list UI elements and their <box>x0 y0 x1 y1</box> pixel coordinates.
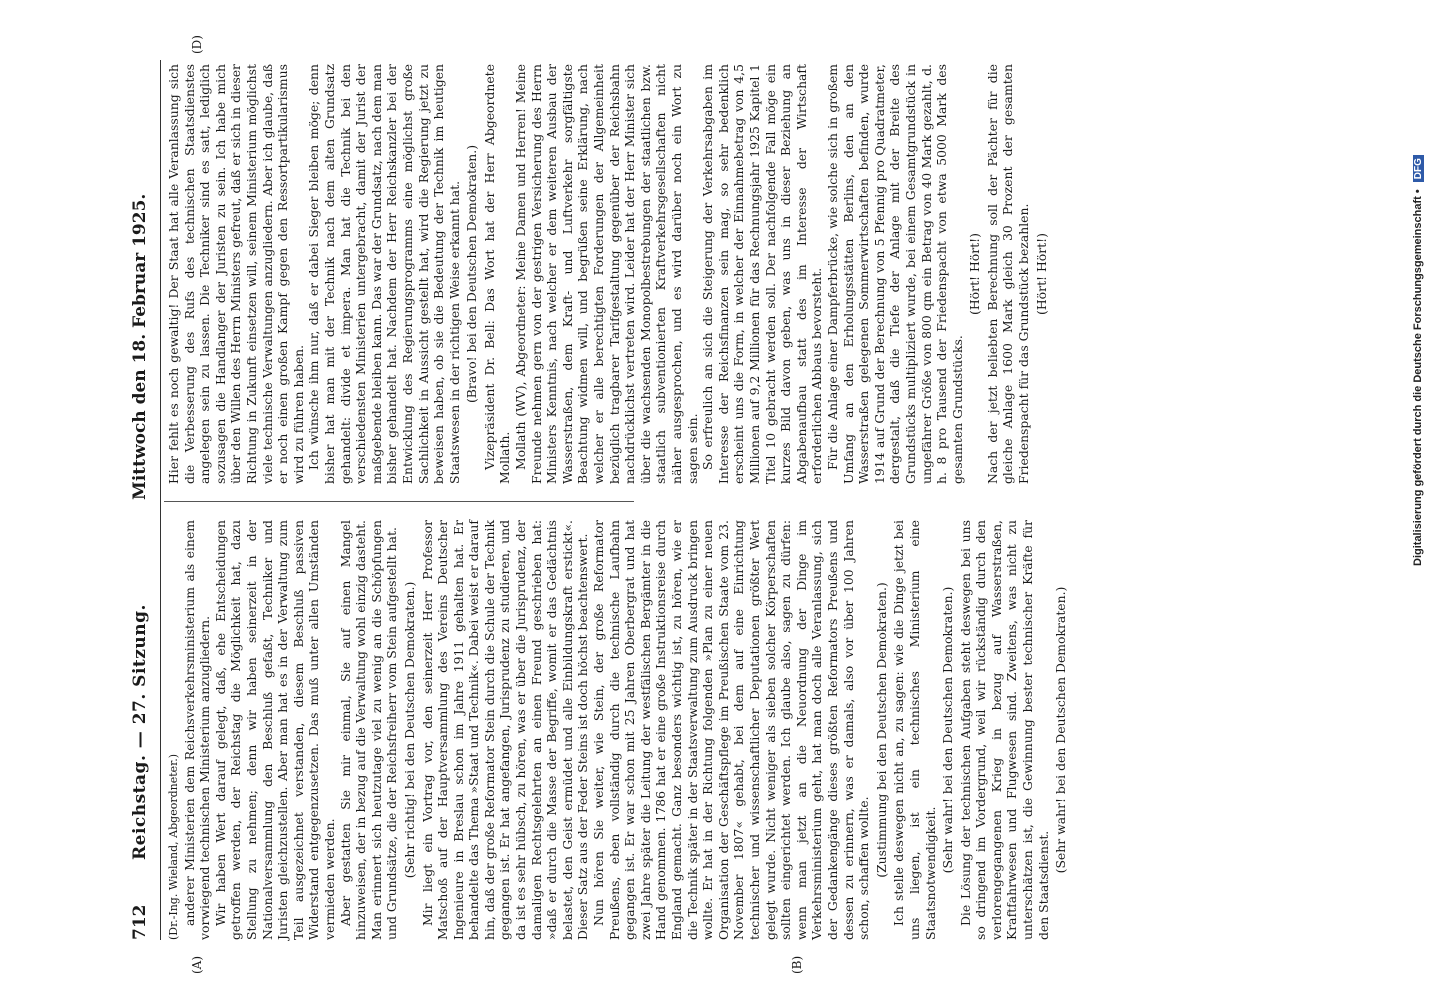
interjection: (Zustimmung bei den Deutschen Demokraten.) <box>873 582 889 878</box>
page-content <box>130 35 1350 974</box>
header-rule <box>160 60 161 940</box>
paragraph: Die Lösung der technischen Aufgaben steht deswegen bei uns so dringend im Vordergrund, weil wir rückständig durch den verlorengegangenen Krieg in bezug auf Wasserstraßen, Kraftfahrwesen und Flugwesen sind. Zweitens, was nicht zu unterschätzen ist, die Gewinnung bester technischer Kräfte für den Staatsdienst. <box>957 520 1051 940</box>
paragraph: Nach der jetzt beliebten Berechnung soll der Pächter für die gleiche Anlage 1600 Mark gleich 30 Prozent der gesamten Friedenspacht für das Grundstück bezahlen. <box>984 64 1032 484</box>
dfg-sidebar <box>1408 8 1434 568</box>
interjection: (Hört! Hört!) <box>967 233 983 315</box>
rotated-scan-page <box>60 0 1400 1000</box>
session-date: Mittwoch den 18. Februar 1925. <box>130 193 150 500</box>
speaker-line: (Dr.-Ing. Wieland, Abgeordneter.) <box>167 754 180 940</box>
paragraph: So erfreulich an sich die Steigerung der Verkehrsabgaben im Interesse der Reichsfinanzen sein mag, so sehr bedenklich erscheint uns die Form, in welcher der Einnahmebetrag von 4,5 Millionen auf 9,2 Millionen für das Rechnungsjahr 1925 Kapitel 1 Titel 10 gebracht werden soll. Der nachfolgende Fall möge ein kurzes Bild davon geben, was uns in dieser Beziehung an Abgabenaufbau statt des im Interesse der Wirtschaft erforderlichen Abbaus bevorsteht. <box>700 64 825 484</box>
interjection: (Sehr wahr! bei den Deutschen Demokraten.) <box>1053 586 1069 874</box>
paragraph: Mir liegt ein Vortrag vor, den seinerzeit Herr Professor Matschoß auf der Hauptversammlung des Vereins Deutscher Ingenieure in Breslau schon im Jahre 1911 gehalten hat. Er behandelte das Thema »Staat und Technik«. Dabei weist er darauf hin, daß der große Reformator Stein durch die Schule der Technik gegangen ist. Er hat angefangen, Jurisprudenz zu studieren, und da ist es sehr hübsch, zu hören, was er über die Jurisprudenz, der damaligen Rechtsgelehrten an einen Freund geschrieben hat: »daß er durch die Masse der Begriffe, womit er das Gedächtnis belastet, den Geist ermüdet und alle Einbildungskraft erstickt«. Dieser Satz aus der Feder Steins ist doch höchst beachtenswert. <box>419 520 591 940</box>
dfg-credit-text: Digitalisierung gefördert durch die Deutsche Forschungsgemeinschaft • <box>1412 189 1424 566</box>
paragraph: Ich wünsche ihm nur, daß er dabei Sieger bleiben möge; denn bisher hat man mit der Technik nach dem alten Grundsatz gehandelt: divide et impera. Man hat die Technik bei den verschiedensten Ministerien untergebracht, damit der Jurist der maßgebende bleiben kann. Das war der Grundsatz, nach dem man bisher gehandelt hat. Nachdem der Herr Reichskanzler bei der Entwicklung des Regierungsprogramms eine möglichst große Sachlichkeit in Aussicht gestellt hat, wird die Regierung jetzt zu beweisen haben, ob sie die Bedeutung der Technik im heutigen Staatswesen in der richtigen Weise erkannt hat. <box>306 64 462 484</box>
interjection: (Sehr wahr! bei den Deutschen Demokraten.) <box>940 586 956 874</box>
dfg-logo: DFG <box>1413 155 1424 182</box>
interjection: (Hört! Hört!) <box>1033 233 1049 315</box>
paragraph: Für die Anlage einer Dampferbrücke, wie solche sich in großem Umfang an den Erholungsstätten Berlins, den an den Wasserstraßen gelegenen Sommerwirtschaften befinden, wurde 1914 auf Grund der Berechnung von 5 Pfennig pro Quadratmeter, dergestalt, daß die Tiefe der Anlage mit der Breite des Grundstücks multipliziert wurde, bei einem Gesamtgrundstück in ungefährer Größe von 800 qm ein Betrag von 40 Mark gezahlt, d. h. 8 pro Tausend der Friedenspacht von etwa 5000 Mark des gesamten Grundstücks. <box>824 64 965 484</box>
paragraph: Wir haben Wert darauf gelegt, daß, ehe Entscheidungen getroffen werden, der Reichstag die Möglichkeit hat, dazu Stellung zu nehmen; denn wir haben seinerzeit in der Nationalversammlung den Beschluß gefaßt, Techniker und Juristen gleichzustellen. Aber man hat es in der Verwaltung zum Teil ausgezeichnet verstanden, diesem Beschluß passiven Widerstand entgegenzusetzen. Das muß unter allen Umständen vermieden werden. <box>212 520 337 940</box>
paragraph: Aber gestatten Sie mir einmal, Sie auf einen Mangel hinzuweisen, der in bezug auf die Verwaltung wohl einzig dasteht. Man erinnert sich heutzutage viel zu wenig an die Schöpfungen und Grundsätze, die der Reichsfreiherr vom Stein aufgestellt hat. <box>337 520 400 940</box>
page-number: 712 <box>130 904 150 940</box>
interjection: (Bravo! bei den Deutschen Demokraten.) <box>464 144 480 404</box>
column-divider <box>164 501 634 502</box>
margin-mark-b: (B) <box>790 955 804 974</box>
page-header <box>130 60 158 940</box>
interjection: (Sehr richtig! bei den Deutschen Demokraten.) <box>401 581 417 879</box>
paragraph: Nun hören Sie weiter, wie Stein, der große Reformator Preußens, eben vollständig durch die technische Laufbahn gegangen ist. Er war schon mit 25 Jahren Oberbergrat und hat zwei Jahre später die Leitung der westfälischen Bergämter in die Hand genommen. 1786 hat er eine große Instruktionsreise durch England gemacht. Ganz besonders wichtig ist, zu hören, wie er die Technik später in der Staatsverwaltung zum Ausdruck bringen wollte. Er hat in der Richtung folgenden »Plan zu einer neuen Organisation der Geschäftspflege im Preußischen Staate vom 23. November 1807« gehabt, bei dem auf eine Einrichtung technischer und wissenschaftlicher Deputationen größter Wert gelegt wurde. Nicht weniger als sieben solcher Körperschaften sollten eingerichtet werden. Ich glaube also, sagen zu dürfen: wenn man jetzt an die Neuordnung der Dinge im Verkehrsministerium geht, hat man doch alle Veranlassung, sich der Gedankengänge dieses größten Reformators Preußens und dessen zu erinnern, was er damals, also vor über 100 Jahren schon, schaffen wollte. <box>591 520 872 940</box>
paragraph: Hier fehlt es noch gewaltig! Der Staat hat alle Veranlassung sich die Verbesserung des Rufs des technischen Staatsdienstes angelegen sein zu lassen. Die Techniker sind es satt, lediglich sozusagen die Handlanger der Juristen zu sein. Ich habe mich über den Willen des Herrn Ministers gefreut, daß er sich in dieser Richtung in Zukunft einsetzen will, seinem Ministerium möglichst viele technische Verwaltungen anzugliedern. Aber ich glaube, daß er noch einen großen Kampf gegen den Ressortpartikularismus wird zu führen haben. <box>166 64 306 484</box>
margin-mark-d: (D) <box>190 35 204 54</box>
president-line: Vizepräsident Dr. Bell: Das Wort hat der Herr Abgeordnete Mollath. <box>481 64 513 484</box>
margin-mark-a: (A) <box>190 955 204 974</box>
running-title: Reichstag. — 27. Sitzung. <box>130 604 150 860</box>
paragraph: Ich stelle deswegen nicht an, zu sagen: wie die Dinge jetzt bei uns liegen, ist ein technisches Ministerium eine Staatsnotwendigkeit. <box>891 520 938 940</box>
right-column <box>166 64 1051 484</box>
paragraph: anderer Ministerien dem Reichsverkehrsministerium als einem vorwiegend technischen Ministerium anzugliedern. <box>181 520 213 940</box>
dfg-credit <box>1412 6 1434 566</box>
paragraph: Mollath (WV), Abgeordneter: Meine Damen und Herren! Meine Freunde nehmen gern von der gestrigen Versicherung des Herrn Ministers Kenntnis, nach welcher er dem weiteren Ausbau der Wasserstraßen, dem Kraft- und Luftverkehr sorgfältigste Beachtung widmen will, und begrüßen seine Erklärung, nach welcher er alle berechtigten Forderungen der Allgemeinheit bezüglich tragbarer Tarifgestaltung gegenüber der Reichsbahn nachdrücklichst vertreten wird. Leider hat der Herr Minister sich über die wachsenden Monopolbestrebungen der staatlichen bzw. staatlich subventionierten Kraftverkehrsgesellschaften nicht näher ausgesprochen, und es wird darüber noch ein Wort zu sagen sein. <box>513 64 700 484</box>
left-column <box>166 520 1071 940</box>
